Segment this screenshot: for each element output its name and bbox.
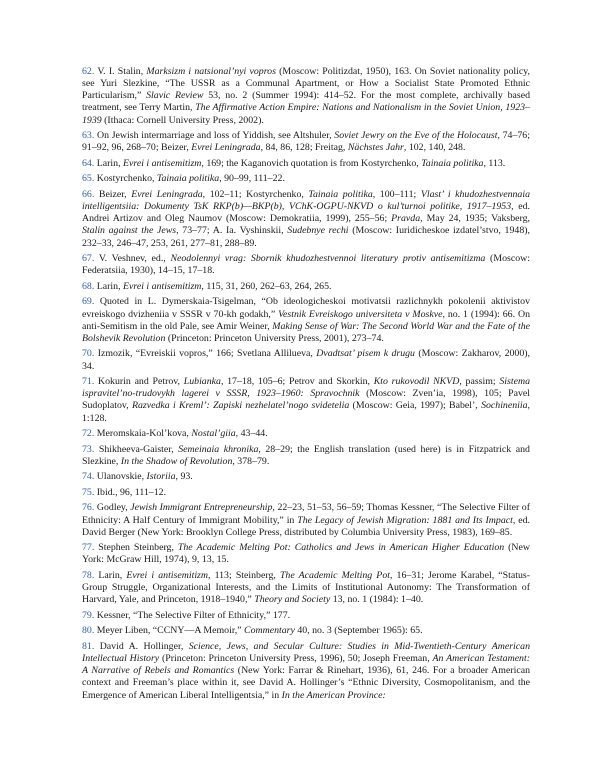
citation-text: V. I. Stalin, bbox=[97, 66, 147, 77]
citation-title: Tainaia politika bbox=[421, 157, 484, 169]
citation-text: 13, no. 1 (1984): 1–40. bbox=[330, 594, 424, 606]
endnote-75 bbox=[82, 487, 530, 499]
citation-text: , 93. bbox=[175, 471, 193, 483]
citation-title: An American Testament: A Narrative of Rebels and Romantics bbox=[82, 653, 530, 677]
endnote-74 bbox=[82, 471, 530, 483]
citation-text: Larin, bbox=[96, 157, 124, 169]
citation-text: , 115, 31, 260, 262–63, 264, 265. bbox=[201, 280, 332, 292]
citation-text: , 74–76; 91–92, 96, 268–70; Beizer, bbox=[82, 130, 530, 154]
endnote-number[interactable]: 75 . bbox=[82, 487, 97, 498]
citation-title: Evrei i antisemitizm bbox=[123, 157, 202, 169]
citation-text: , ed. David Berger (New York: Brooklyn College Press, distributed by Columbia University Press, 1983), 169–85. bbox=[82, 514, 530, 538]
citation-title: Tainaia politika bbox=[308, 188, 373, 200]
citation-text: (Moscow: Federatsiia, 1930), 14–15, 17–18. bbox=[82, 253, 530, 277]
citation-text: , 102, 140, 248. bbox=[403, 142, 466, 154]
citation-title: Dvadtsat’ pisem k drugu bbox=[316, 348, 415, 360]
endnote-70 bbox=[82, 348, 530, 372]
endnote-number[interactable]: 66 . bbox=[82, 189, 99, 200]
citation-text: , 90–99, 111–22. bbox=[219, 173, 285, 185]
citation-text: , May 24, 1935; Vaksberg, bbox=[420, 213, 531, 225]
endnote-number[interactable]: 79 . bbox=[82, 610, 97, 621]
citation-text: On Jewish intermarriage and loss of Yiddish, see Altshuler, bbox=[97, 130, 335, 142]
citation-title: Tainaia politika bbox=[156, 173, 220, 185]
endnote-number[interactable]: 63 . bbox=[82, 130, 97, 141]
citation-text: , 113. bbox=[483, 157, 506, 169]
citation-title: Evrei i antisemitizm bbox=[123, 280, 202, 292]
citation-title: The Affirmative Action Empire: Nations and Nationalism in the Soviet Union, 1923–1939 bbox=[82, 102, 530, 126]
citation-text: , 113; Steinberg, bbox=[208, 570, 280, 582]
citation-title: Lubianka bbox=[183, 376, 221, 388]
citation-title: Razvedka i Kreml’: Zapiski nezhelatel’nogo svidetelia bbox=[131, 400, 350, 412]
citation-text: (Princeton: Princeton University Press, 1996), 50; Joseph Freeman, bbox=[159, 653, 433, 665]
endnote-number[interactable]: 71 . bbox=[82, 376, 98, 387]
endnote-69 bbox=[82, 296, 530, 345]
endnote-71 bbox=[82, 376, 530, 425]
endnote-number[interactable]: 65 . bbox=[82, 173, 97, 184]
citation-text: , 43–44. bbox=[235, 428, 268, 440]
citation-title: In the Shadow of Revolution bbox=[120, 455, 233, 467]
citation-title: Sochineniia bbox=[481, 400, 528, 412]
citation-title: Commentary bbox=[244, 625, 295, 637]
citation-title: Pravda bbox=[391, 213, 421, 225]
citation-text: Meromskaia-Kol’kova, bbox=[96, 428, 192, 440]
citation-text: , 102–11; Kostyrchenko, bbox=[202, 188, 309, 200]
citation-text: (Moscow: Geia, 1997); Babel’, bbox=[349, 400, 482, 412]
endnote-number[interactable]: 70 . bbox=[82, 348, 98, 359]
citation-text: (New York: McGraw Hill, 1974), 9, 13, 15. bbox=[82, 542, 530, 566]
citation-title: Jewish Immigrant Entrepreneurship bbox=[130, 502, 273, 514]
endnote-65 bbox=[82, 173, 530, 185]
citation-text: (Moscow: Zakharov, 2000), 34. bbox=[82, 348, 531, 372]
citation-text: 53, no. 2 (Summer 1994): 414–52. For the most complete, archivally based treatment, see Terry Martin, bbox=[82, 90, 531, 114]
endnote-67 bbox=[82, 253, 530, 277]
citation-text: (Ithaca: Cornell University Press, 2002). bbox=[101, 114, 264, 126]
citation-text: , 28–29; the English translation (used here) is in Fitzpatrick and Slezkine, bbox=[82, 443, 530, 467]
citation-title: Sudebnye rechi bbox=[287, 225, 349, 237]
endnote-66 bbox=[82, 189, 530, 250]
citation-text: 40, no. 3 (September 1965): 65. bbox=[294, 625, 423, 637]
endnote-63 bbox=[82, 130, 530, 154]
citation-title: Evrei i antisemitizm bbox=[126, 570, 208, 582]
citation-text: Larin, bbox=[98, 570, 127, 582]
citation-title: The Academic Melting Pot bbox=[279, 570, 390, 582]
citation-text: , 1:128. bbox=[82, 400, 531, 424]
citation-text: Izmozik, “Evreiskii vopros,” 166; Svetlana Allilueva, bbox=[97, 348, 317, 360]
endnote-number[interactable]: 68 . bbox=[82, 281, 97, 292]
citation-title: Nächstes Jahr bbox=[347, 142, 404, 154]
citation-text: , 84, 86, 128; Freitag, bbox=[260, 142, 348, 154]
citation-text: Quoted in L. Dymerskaia-Tsigelman, “Ob ideologicheskoi motivatsii razlichnykh pokolenii aktivistov evreiskogo dvizheniia v SSSR v 70-kh godakh,” bbox=[82, 296, 530, 320]
citation-text: Kostyrchenko, bbox=[96, 173, 157, 185]
citation-title: Neodolennyi vrag: Sbornik khudozhestvennoi literatury protiv antisemitizma bbox=[170, 253, 486, 265]
endnote-number[interactable]: 62 . bbox=[82, 66, 97, 77]
endnotes-list bbox=[82, 66, 530, 705]
citation-text: , passim; bbox=[459, 376, 500, 388]
citation-text: , 17–18, 105–6; Petrov and Skorkin, bbox=[220, 376, 374, 388]
citation-text: (Moscow: Zven’ia, 1998), 105; Pavel Sudoplatov, bbox=[82, 388, 530, 412]
citation-title: Slavic Review bbox=[146, 90, 204, 102]
citation-title: Evrei Leningrada bbox=[131, 188, 203, 200]
endnote-80 bbox=[82, 625, 530, 637]
citation-title: Stalin against the Jews bbox=[82, 225, 177, 237]
citation-text: (New York: Farrar & Rinehart, 1936), 61, 246. For a broader American context and Freeman’s place within it, see David A. Hollinger’s “Ethnic Diversity, Cosmopolitanism, and the Emergence of American Liberal Intelligentsia,” in bbox=[82, 665, 530, 701]
citation-title: The Academic Melting Pot: Catholics and Jews in American Higher Education bbox=[177, 542, 505, 554]
citation-title: Evrei Leningrada bbox=[191, 142, 261, 154]
citation-text: (Princeton: Princeton University Press, 2001), 273–74. bbox=[165, 332, 384, 344]
citation-title: Semeinaia khronika bbox=[178, 443, 259, 455]
endnote-78 bbox=[82, 570, 530, 606]
endnote-number[interactable]: 69 . bbox=[82, 296, 100, 307]
citation-text: Kokurin and Petrov, bbox=[98, 376, 184, 388]
citation-title: Vestnik Evreiskogo universiteta v Moskve bbox=[278, 308, 443, 320]
citation-text: , 16–31; Jerome Karabel, “Status-Group Struggle, Organizational Interests, and the Limits of Institutional Autonomy: The Transformation of Harvard, Yale, and Princeton, 1918–1940,” bbox=[82, 570, 530, 606]
endnote-76 bbox=[82, 502, 530, 538]
citation-text: , ed. Andrei Artizov and Oleg Naumov (Moscow: Demokratiia, 1999), 255–56; bbox=[82, 201, 530, 225]
citation-text: (Moscow: Iuridicheskoe izdatel’stvo, 1948), 232–33, 246–47, 253, 261, 277–81, 288–89. bbox=[82, 225, 530, 249]
citation-text: , 22–23, 51–53, 56–59; Thomas Kessner, “The Selective Filter of Ethnicity: A Half Century of Immigrant Mobility,” in bbox=[82, 502, 530, 526]
endnote-number[interactable]: 73 . bbox=[82, 444, 99, 455]
citation-title: Kto rukovodil NKVD bbox=[373, 376, 460, 388]
citation-title: Making Sense of War: The Second World War and the Fate of the Bolshevik Revolution bbox=[82, 320, 530, 344]
citation-title: The Legacy of Jewish Migration: 1881 and Its Impact bbox=[297, 514, 513, 526]
citation-text: Kessner, “The Selective Filter of Ethnicity,” 177. bbox=[96, 609, 291, 621]
citation-text: V. Veshnev, ed., bbox=[98, 253, 171, 265]
citation-text: , 169; the Kaganovich quotation is from Kostyrchenko, bbox=[201, 157, 422, 169]
endnote-number[interactable]: 64 . bbox=[82, 158, 97, 169]
citation-text: Stephen Steinberg, bbox=[98, 542, 178, 554]
citation-title: Istoriia bbox=[146, 471, 176, 483]
endnote-number[interactable]: 74 . bbox=[82, 471, 97, 482]
endnote-number[interactable]: 78 . bbox=[82, 570, 98, 581]
endnote-number[interactable]: 67 . bbox=[82, 253, 99, 264]
citation-title: Marksizm i natsional’nyi vopros bbox=[146, 66, 276, 77]
citation-text: Ibid., 96, 111–12. bbox=[96, 486, 167, 498]
citation-text: Ulanovskie, bbox=[96, 471, 147, 483]
endnote-number[interactable]: 72 . bbox=[82, 428, 97, 439]
citation-text: Meyer Liben, “CCNY—A Memoir,” bbox=[96, 625, 244, 637]
endnote-72 bbox=[82, 428, 530, 440]
endnote-number[interactable]: 76 . bbox=[82, 502, 97, 513]
citation-title: Science, Jews, and Secular Culture: Studies in Mid-Twentieth-Century American Intellectual History bbox=[82, 640, 531, 665]
endnote-number[interactable]: 77 . bbox=[82, 542, 98, 553]
citation-title: Nostal’giia bbox=[191, 428, 236, 440]
endnote-64 bbox=[82, 158, 530, 170]
citation-title: Soviet Jewry on the Eve of the Holocaust bbox=[334, 130, 498, 142]
citation-text: Beizer, bbox=[98, 188, 132, 200]
citation-text: , 378–79. bbox=[232, 455, 270, 467]
endnote-62 bbox=[82, 66, 530, 127]
endnote-number[interactable]: 81 . bbox=[82, 641, 100, 652]
citation-text: Godley, bbox=[96, 502, 131, 514]
endnote-68 bbox=[82, 281, 530, 293]
endnote-79 bbox=[82, 610, 530, 622]
citation-text: David A. Hollinger, bbox=[99, 640, 189, 652]
citation-text: , 73–77; A. Ia. Vyshinskii, bbox=[176, 225, 288, 237]
citation-text: , 100–111; bbox=[372, 188, 421, 200]
endnote-number[interactable]: 80 . bbox=[82, 625, 97, 636]
citation-text: (Moscow: Politizdat, 1950), 163. On Soviet nationality policy, see Yuri Slezkine, “The USSR as a Communal Apartment, or How a Socialist State Promoted Ethnic Particularism,” bbox=[82, 66, 530, 102]
citation-text: Larin, bbox=[96, 280, 124, 292]
endnote-73 bbox=[82, 444, 530, 468]
endnote-77 bbox=[82, 542, 530, 566]
citation-title: Sistema ispravitel’no-trudovykh lagerei v SSSR, 1923–1960: Spravochnik bbox=[82, 376, 530, 400]
citation-title: In the American Province: bbox=[281, 689, 386, 701]
citation-text: Shikheeva-Gaister, bbox=[98, 443, 179, 455]
endnote-81 bbox=[82, 641, 530, 702]
citation-title: Theory and Society bbox=[254, 594, 331, 606]
citation-text: , no. 1 (1994): 66. On anti-Semitism in the old Pale, see Amir Weiner, bbox=[82, 308, 530, 332]
citation-title: Vlast’ i khudozhestvennaia intelligentsiia: Dokumenty TsK RKP(b)—BKP(b), VChK-OGPU-NKVD o kul’turnoi politike, 1917–1953 bbox=[82, 188, 531, 213]
